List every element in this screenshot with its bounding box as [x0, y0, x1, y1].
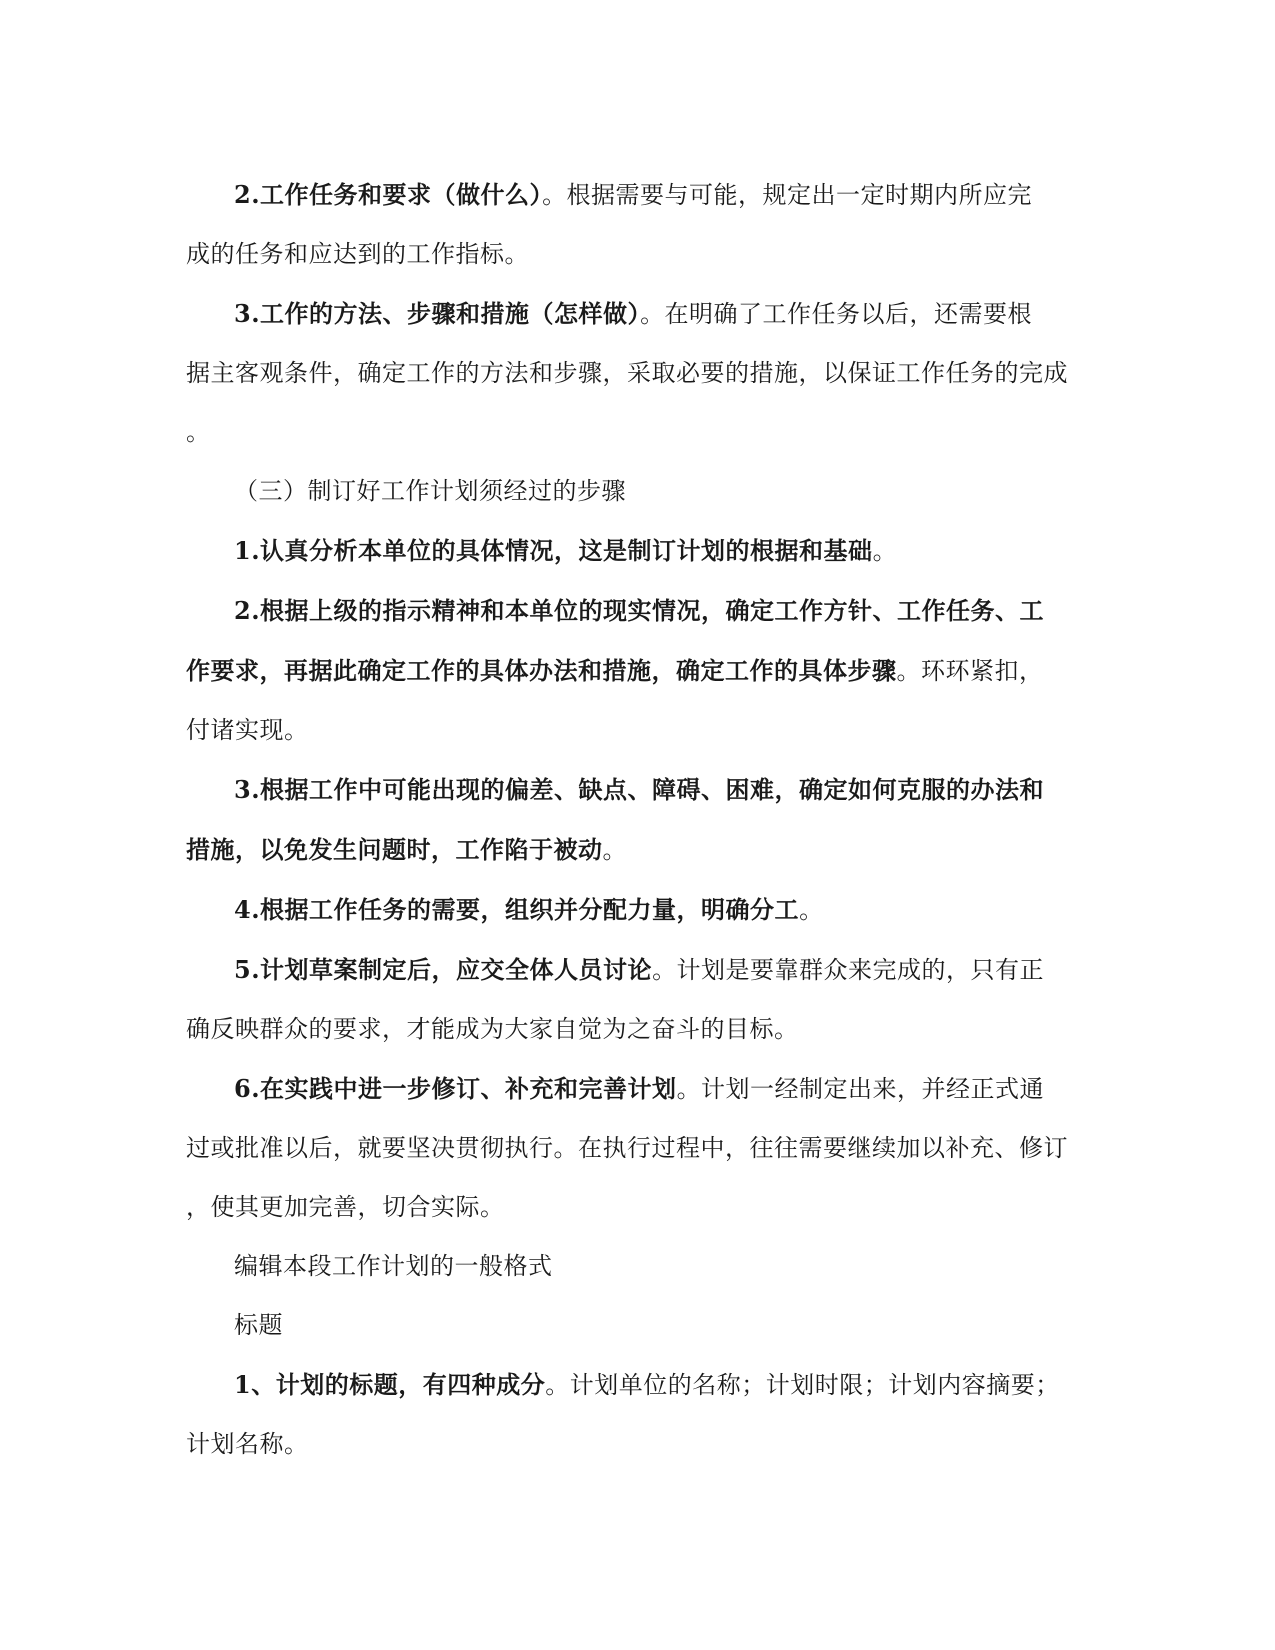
text-line — [186, 225, 1086, 284]
body-text: 。 — [186, 418, 211, 446]
body-text: （三）制订好工作计划须经过的步骤 — [234, 477, 626, 505]
bold-text: 措施，以免发生问题时，工作陷于被动 — [186, 835, 603, 864]
body-text: 付诸实现。 — [186, 716, 309, 744]
paragraph — [186, 880, 1086, 940]
text-line — [186, 521, 1086, 581]
paragraph — [186, 284, 1086, 462]
body-text: 。 — [602, 836, 627, 864]
text-line — [186, 1237, 1086, 1296]
text-line — [186, 1415, 1086, 1474]
text-line — [186, 1119, 1086, 1178]
body-text: 标题 — [234, 1311, 283, 1339]
paragraph — [186, 521, 1086, 581]
body-text: 。 — [799, 896, 824, 924]
text-line — [186, 701, 1086, 760]
body-text: 成的任务和应达到的工作指标。 — [186, 240, 529, 268]
document-body — [186, 165, 1086, 1474]
bold-text: 3.工作的方法、步骤和措施（怎样做） — [234, 299, 641, 328]
bold-text: 1、计划的标题，有四种成分 — [234, 1370, 546, 1399]
body-text: 。在明确了工作任务以后，还需要根 — [640, 300, 1033, 328]
text-line — [186, 820, 1086, 880]
text-line — [186, 1178, 1086, 1237]
bold-text: 4.根据工作任务的需要，组织并分配力量，明确分工 — [234, 895, 800, 924]
body-text: 确反映群众的要求，才能成为大家自觉为之奋斗的目标。 — [186, 1015, 799, 1043]
text-line — [186, 344, 1086, 403]
paragraph — [186, 1355, 1086, 1474]
paragraph — [186, 581, 1086, 760]
body-text: 据主客观条件，确定工作的方法和步骤，采取必要的措施，以保证工作任务的完成 — [186, 359, 1068, 387]
text-line — [186, 940, 1086, 1000]
body-text: 。根据需要与可能，规定出一定时期内所应完 — [542, 181, 1033, 209]
text-line — [186, 1296, 1086, 1355]
bold-text: 6.在实践中进一步修订、补充和完善计划 — [234, 1074, 677, 1103]
body-text: 。计划单位的名称；计划时限；计划内容摘要； — [545, 1371, 1060, 1399]
paragraph — [186, 462, 1086, 521]
text-line — [186, 165, 1086, 225]
text-line — [186, 1059, 1086, 1119]
text-line — [186, 1000, 1086, 1059]
bold-text: 作要求，再据此确定工作的具体办法和措施，确定工作的具体步骤 — [186, 656, 897, 685]
body-text: 。计划一经制定出来，并经正式通 — [676, 1075, 1045, 1103]
body-text: 过或批准以后，就要坚决贯彻执行。在执行过程中，往往需要继续加以补充、修订 — [186, 1134, 1068, 1162]
paragraph — [186, 1059, 1086, 1237]
body-text: 。计划是要靠群众来完成的，只有正 — [652, 956, 1045, 984]
text-line — [186, 403, 1086, 462]
body-text: 计划名称。 — [186, 1430, 309, 1458]
paragraph — [186, 165, 1086, 284]
bold-text: 3.根据工作中可能出现的偏差、缺点、障碍、困难，确定如何克服的办法和 — [234, 775, 1045, 804]
body-text: 。环环紧扣， — [896, 657, 1044, 685]
text-line — [186, 284, 1086, 344]
paragraph — [186, 760, 1086, 880]
paragraph — [186, 1237, 1086, 1296]
bold-text: 2.根据上级的指示精神和本单位的现实情况，确定工作方针、工作任务、工 — [234, 596, 1045, 625]
text-line — [186, 462, 1086, 521]
paragraph — [186, 1296, 1086, 1355]
bold-text: 1.认真分析本单位的具体情况，这是制订计划的根据和基础 — [234, 536, 873, 565]
paragraph — [186, 940, 1086, 1059]
body-text: 编辑本段工作计划的一般格式 — [234, 1252, 553, 1280]
body-text: 。 — [872, 537, 898, 565]
bold-text: 5.计划草案制定后，应交全体人员讨论 — [234, 955, 653, 984]
text-line — [186, 581, 1086, 641]
bold-text: 2.工作任务和要求（做什么） — [234, 180, 543, 209]
text-line — [186, 880, 1086, 940]
text-line — [186, 641, 1086, 701]
text-line — [186, 1355, 1086, 1415]
text-line — [186, 760, 1086, 820]
body-text: ，使其更加完善，切合实际。 — [186, 1193, 505, 1221]
